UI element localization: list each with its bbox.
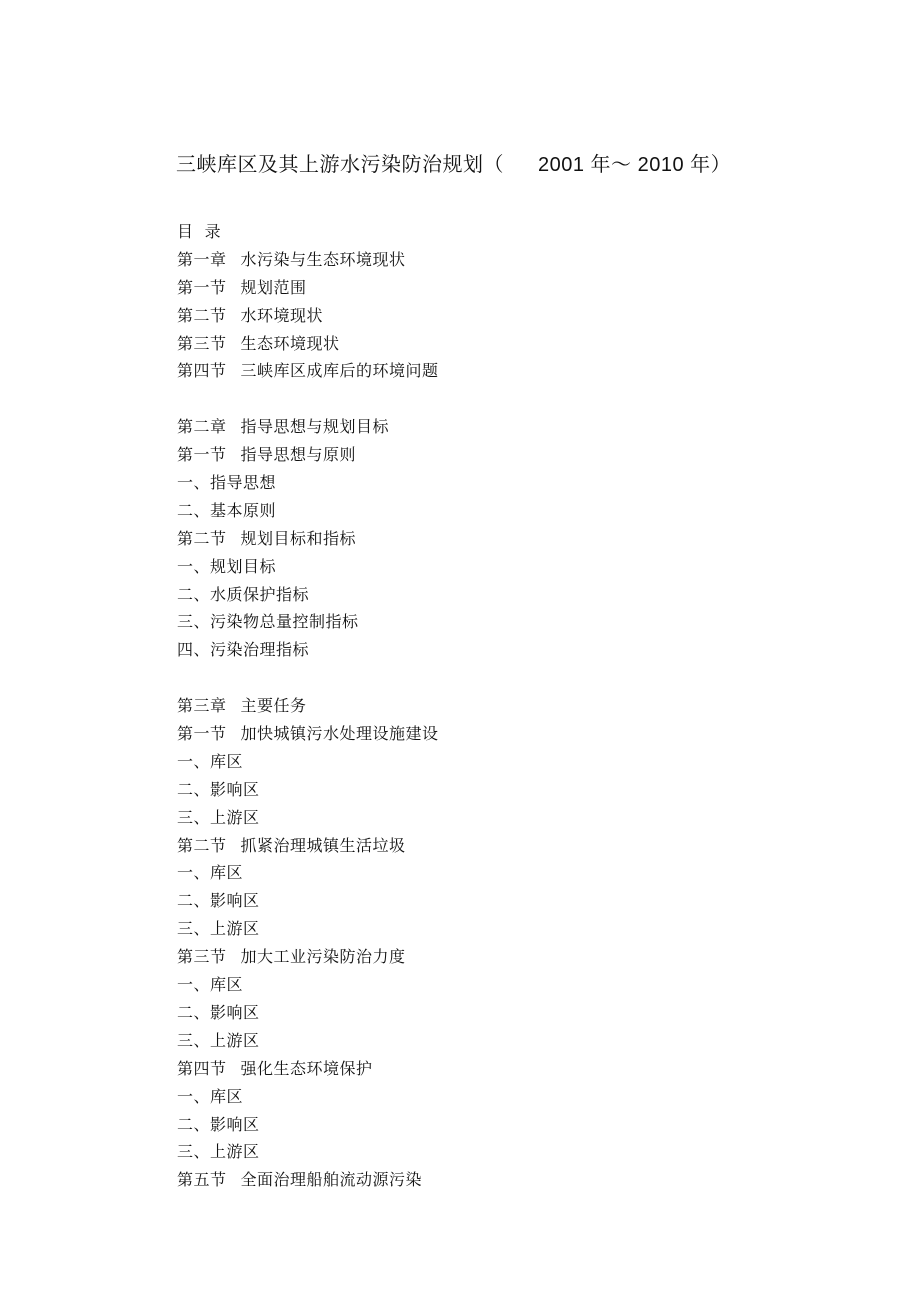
section-number: 第三节 xyxy=(177,947,227,967)
document-title xyxy=(176,149,731,180)
chapter-number: 第三章 xyxy=(177,696,227,716)
toc-item: 二、影响区 xyxy=(177,891,260,911)
toc-section xyxy=(177,1166,817,1194)
toc-item: 一、库区 xyxy=(177,863,244,883)
section-number: 第一节 xyxy=(177,445,227,465)
toc-spacer xyxy=(177,385,817,413)
chapter-number: 第一章 xyxy=(177,249,227,269)
section-number: 第四节 xyxy=(177,1058,227,1078)
toc-item: 二、影响区 xyxy=(177,779,260,799)
section-number: 第二节 xyxy=(177,528,227,548)
section-title: 加快城镇污水处理设施建设 xyxy=(240,724,439,744)
chapter-title: 水污染与生态环境现状 xyxy=(240,249,406,269)
title-prefix: 三峡库区及其上游水污染防治规划（ xyxy=(176,152,504,176)
section-number: 第一节 xyxy=(177,724,227,744)
table-of-contents xyxy=(177,218,817,1194)
toc-item: 三、上游区 xyxy=(177,1030,260,1050)
section-title: 加大工业污染防治力度 xyxy=(240,947,406,967)
section-title: 全面治理船舶流动源污染 xyxy=(240,1170,423,1190)
toc-item: 二、水质保护指标 xyxy=(177,584,310,604)
section-title: 三峡库区成库后的环境问题 xyxy=(240,361,439,381)
toc-item: 二、基本原则 xyxy=(177,500,277,520)
toc-item: 一、库区 xyxy=(177,975,244,995)
toc-chapter xyxy=(177,246,817,274)
section-title: 强化生态环境保护 xyxy=(240,1058,373,1078)
toc-item: 三、上游区 xyxy=(177,1142,260,1162)
toc-section xyxy=(177,525,817,553)
toc-section xyxy=(177,441,817,469)
section-number: 第一节 xyxy=(177,277,227,297)
toc-item: 一、库区 xyxy=(177,751,244,771)
toc-section xyxy=(177,1055,817,1083)
section-title: 指导思想与原则 xyxy=(240,445,357,465)
section-title: 规划范围 xyxy=(240,277,307,297)
section-number: 第二节 xyxy=(177,305,227,325)
toc-section xyxy=(177,274,817,302)
section-title: 生态环境现状 xyxy=(240,333,340,353)
chapter-number: 第二章 xyxy=(177,417,227,437)
toc-item: 三、上游区 xyxy=(177,807,260,827)
toc-item: 一、指导思想 xyxy=(177,473,277,493)
toc-section xyxy=(177,832,817,860)
toc-section xyxy=(177,720,817,748)
toc-section xyxy=(177,330,817,358)
section-title: 规划目标和指标 xyxy=(240,528,357,548)
section-number: 第四节 xyxy=(177,361,227,381)
toc-section xyxy=(177,943,817,971)
toc-item: 三、上游区 xyxy=(177,919,260,939)
section-number: 第二节 xyxy=(177,835,227,855)
section-title: 抓紧治理城镇生活垃圾 xyxy=(240,835,406,855)
section-number: 第五节 xyxy=(177,1170,227,1190)
chapter-title: 主要任务 xyxy=(240,696,307,716)
toc-chapter xyxy=(177,413,817,441)
section-title: 水环境现状 xyxy=(240,305,324,325)
toc-chapter xyxy=(177,692,817,720)
toc-item: 一、规划目标 xyxy=(177,556,277,576)
toc-section xyxy=(177,357,817,385)
toc-item: 二、影响区 xyxy=(177,1114,260,1134)
section-number: 第三节 xyxy=(177,333,227,353)
toc-spacer xyxy=(177,664,817,692)
toc-item: 四、污染治理指标 xyxy=(177,640,310,660)
toc-section xyxy=(177,302,817,330)
toc-item: 三、污染物总量控制指标 xyxy=(177,612,359,632)
chapter-title: 指导思想与规划目标 xyxy=(240,417,390,437)
toc-heading: 目 录 xyxy=(177,222,222,241)
title-years: 2001 年～ 2010 年） xyxy=(538,154,732,176)
toc-item: 二、影响区 xyxy=(177,1002,260,1022)
toc-item: 一、库区 xyxy=(177,1086,244,1106)
